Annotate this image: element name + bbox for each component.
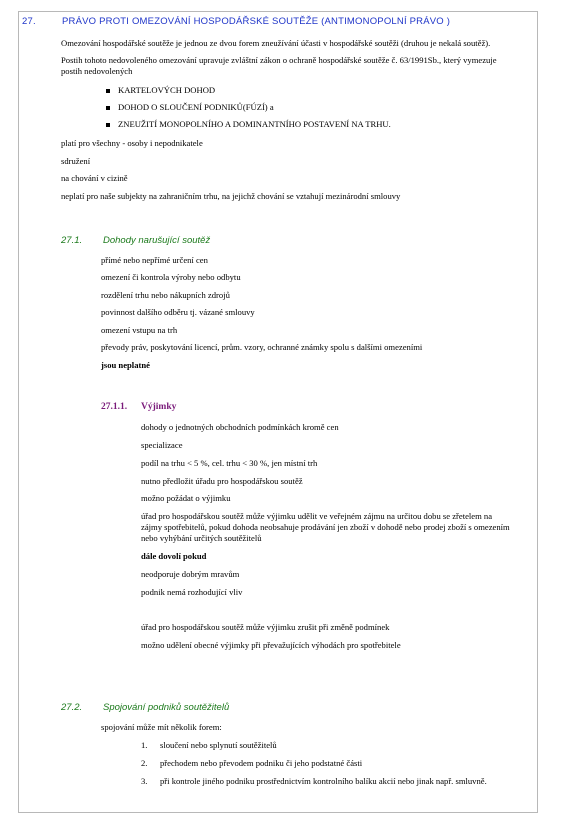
list-item: rozdělení trhu nebo nákupních zdrojů	[101, 290, 230, 300]
intro-paragraph: Omezování hospodářské soutěže je jednou ze dvou forem zneužívání účasti v hospodářské soutěži (druhou je nekalá soutěž).	[61, 38, 491, 48]
exception-paragraph-line: zájmy spotřebitelů, pokud dohoda neobsahuje prodávání jen zboží v dohodě nebo prodej zboží s omezením	[141, 522, 510, 532]
subsection-number: 27.2.	[61, 702, 83, 713]
conclusion-text: jsou neplatné	[101, 360, 150, 370]
scope-line: neplatí pro naše subjekty na zahraničním trhu, na jejichž chování se vztahují mezinárodní smlouvy	[61, 191, 401, 201]
subsection-title: Dohody narušující soutěž	[103, 235, 211, 246]
list-item: při kontrole jiného podniku prostřednictvím kontrolního balíku akcií nebo jinak např. smluvně.	[160, 776, 487, 786]
scope-line: sdružení	[61, 156, 91, 166]
list-item: možno požádat o výjimku	[141, 493, 231, 503]
bullet-icon	[106, 106, 110, 110]
list-item: sloučení nebo splynutí soutěžitelů	[160, 740, 277, 750]
intro-line: spojování může mít několik forem:	[101, 722, 222, 732]
intro-paragraph-2-line-2: postih nedovolených	[61, 66, 133, 76]
list-item: úřad pro hospodářskou soutěž může výjimku zrušit při změně podmínek	[141, 622, 390, 632]
list-item: omezení či kontrola výroby nebo odbytu	[101, 272, 241, 282]
list-item: neodporuje dobrým mravům	[141, 569, 240, 579]
list-item: přímé nebo nepřímé určení cen	[101, 255, 208, 265]
exception-paragraph-line: nebo vyhýbání určitých soutěžitelů	[141, 533, 262, 543]
list-number: 2.	[141, 758, 148, 768]
section-number: 27.	[22, 16, 36, 27]
list-item: omezení vstupu na trh	[101, 325, 178, 335]
bullet-icon	[106, 89, 110, 93]
section-title: PRÁVO PROTI OMEZOVÁNÍ HOSPODÁŘSKÉ SOUTĚŽE (ANTIMONOPOLNÍ PRÁVO )	[62, 16, 451, 27]
list-number: 1.	[141, 740, 148, 750]
scope-line: na chování v cizině	[61, 173, 128, 183]
list-number: 3.	[141, 776, 148, 786]
bullet-item: DOHOD O SLOUČENÍ PODNIKŮ(FÚZÍ) a	[118, 102, 274, 112]
bold-condition: dále dovolí pokud	[141, 551, 207, 561]
list-item: dohody o jednotných obchodních podmínkách kromě cen	[141, 422, 339, 432]
list-item: podnik nemá rozhodující vliv	[141, 587, 243, 597]
subsection-title: Spojování podniků soutěžitelů	[103, 702, 230, 713]
list-item: povinnost dalšího odběru tj. vázané smlouvy	[101, 307, 255, 317]
bullet-item: ZNEUŽITÍ MONOPOLNÍHO A DOMINANTNÍHO POSTAVENÍ NA TRHU.	[118, 119, 391, 129]
list-item: specializace	[141, 440, 183, 450]
scope-line: platí pro všechny - osoby i nepodnikatele	[61, 138, 203, 148]
list-item: možno udělení obecné výjimky při převažujících výhodách pro spotřebitele	[141, 640, 401, 650]
list-item: převody práv, poskytování licencí, prům. vzory, ochranné známky spolu s dalšími omezeními	[101, 342, 423, 352]
subsubsection-title: Výjimky	[141, 402, 177, 412]
list-item: nutno předložit úřadu pro hospodářskou soutěž	[141, 476, 303, 486]
subsection-number: 27.1.	[61, 235, 83, 246]
subsubsection-number: 27.1.1.	[101, 402, 128, 412]
exception-paragraph-line: úřad pro hospodářskou soutěž může výjimku udělit ve veřejném zájmu na určitou dobu se zřetelem na	[141, 511, 493, 521]
page-frame	[18, 11, 538, 813]
bullet-icon	[106, 123, 110, 127]
bullet-item: KARTELOVÝCH DOHOD	[118, 85, 216, 95]
list-item: přechodem nebo převodem podniku či jeho podstatné části	[160, 758, 363, 768]
list-item: podíl na trhu < 5 %, cel. trhu < 30 %, jen místní trh	[141, 458, 318, 468]
intro-paragraph-2-line-1: Postih tohoto nedovoleného omezování upravuje zvláštní zákon o ochraně hospodářské soutěže č. 63/1991Sb., který vymezuje	[61, 55, 497, 65]
